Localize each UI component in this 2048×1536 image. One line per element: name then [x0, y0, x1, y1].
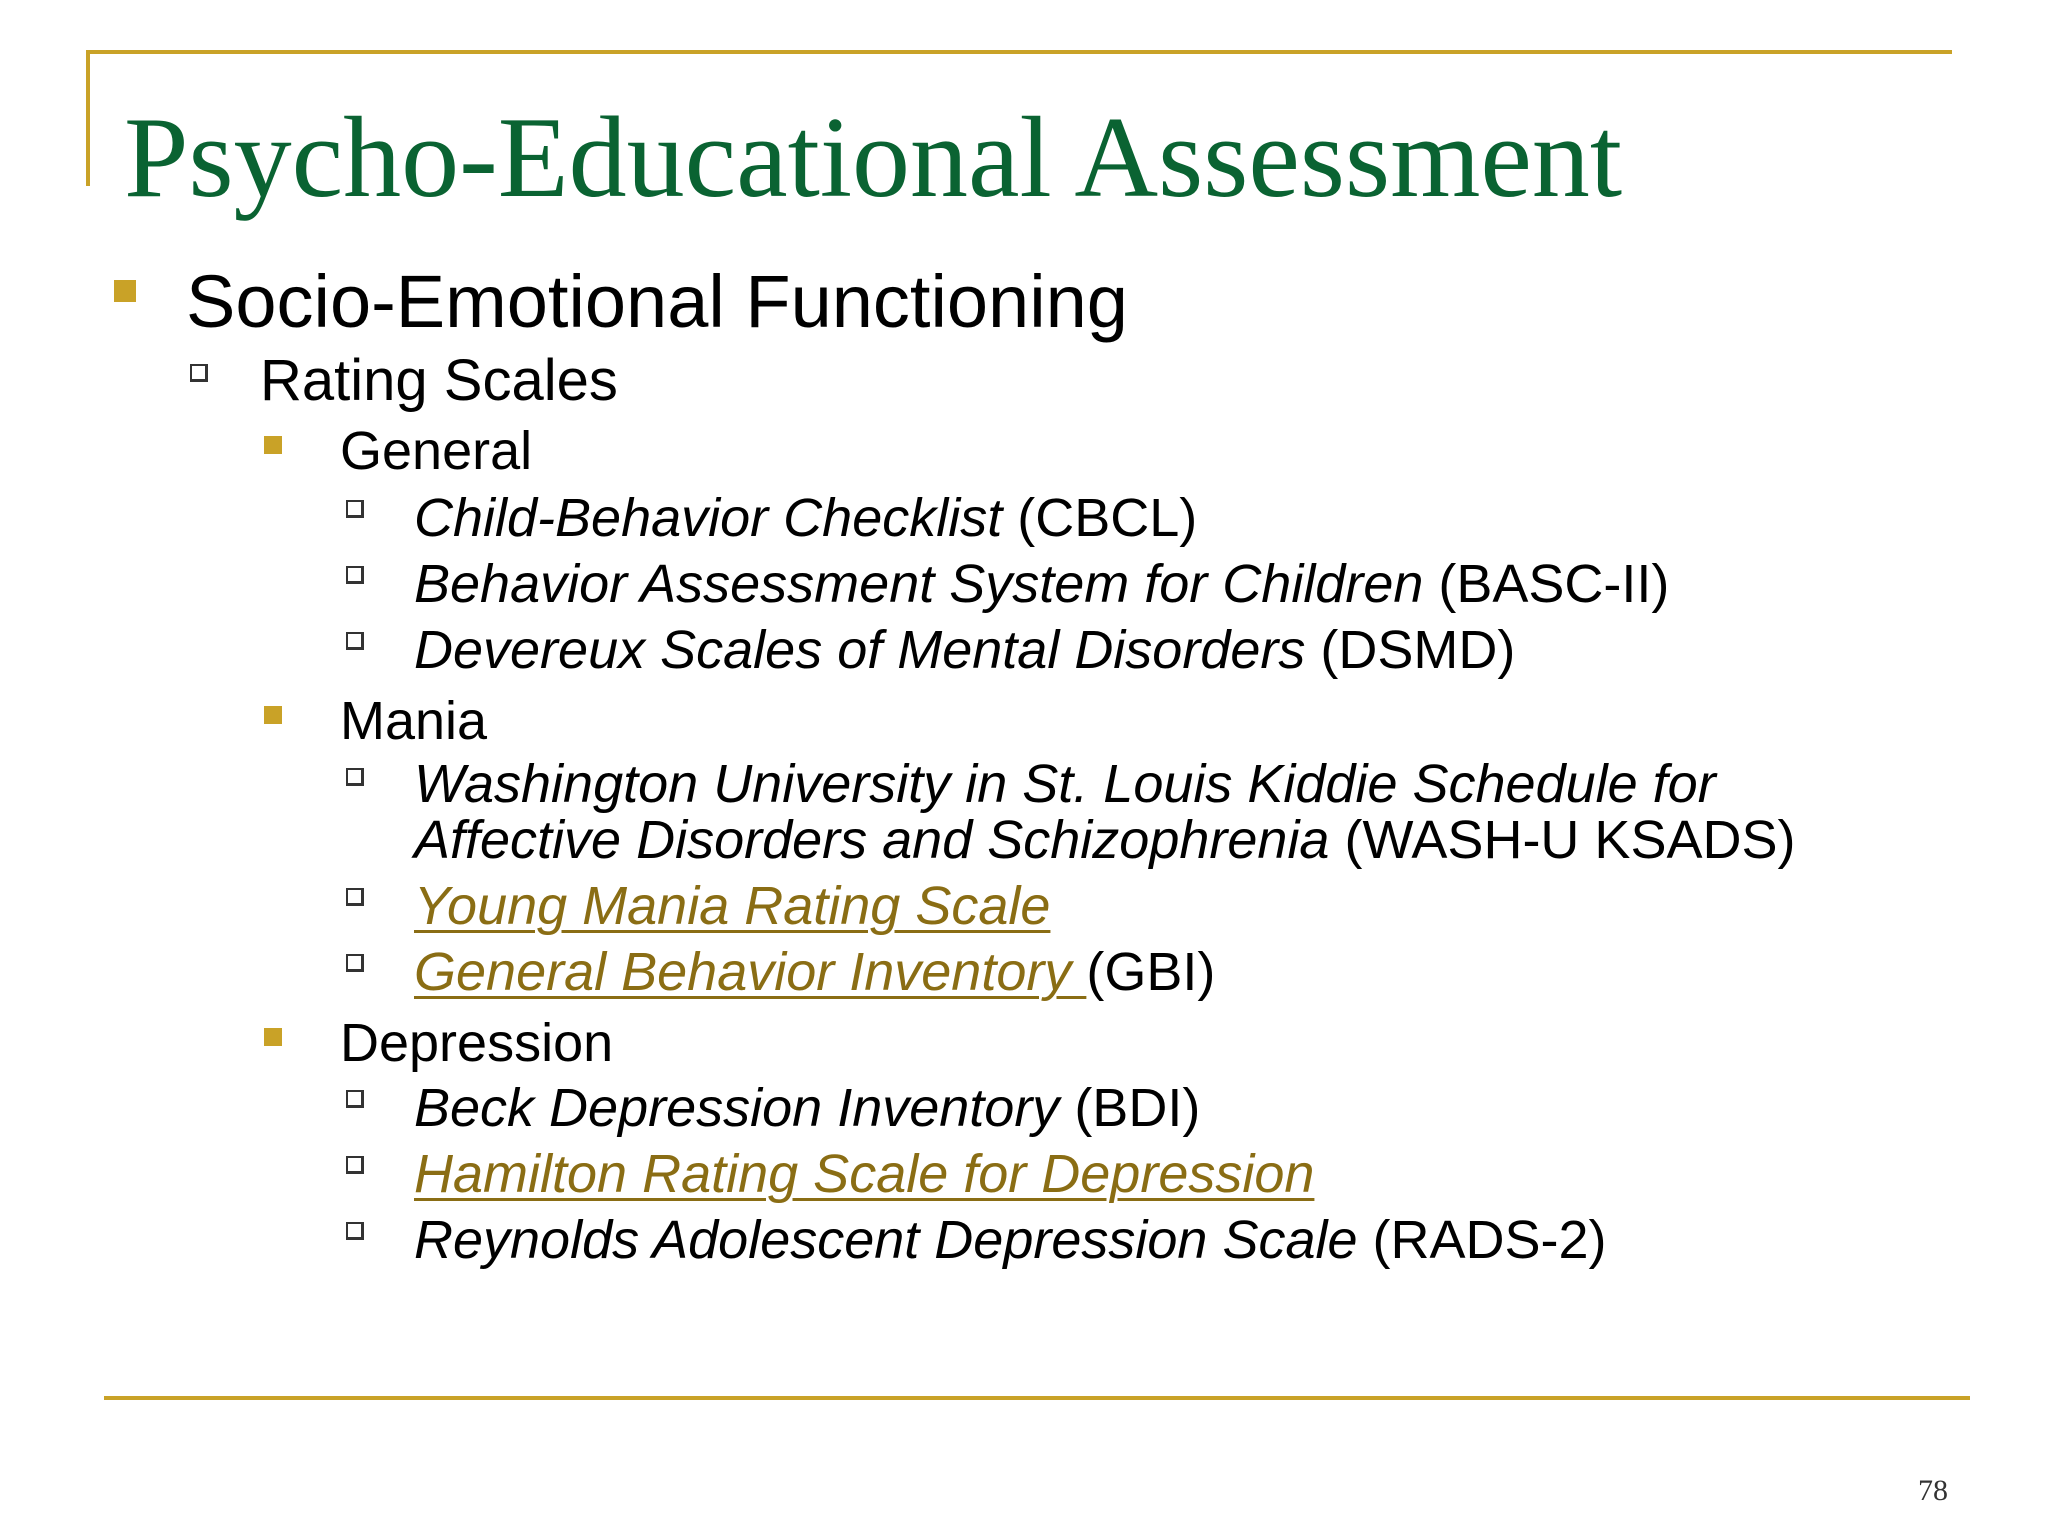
- bullet-square-icon: [264, 706, 282, 724]
- list-item: [414, 1146, 1314, 1202]
- bullet-square-icon: [114, 280, 136, 302]
- list-item: [414, 878, 1050, 934]
- bullet-box-icon: [346, 888, 364, 906]
- bullet-box-icon: [346, 632, 364, 650]
- list-item: [414, 1212, 1607, 1268]
- scale-abbr: (CBCL): [1002, 488, 1198, 548]
- bullet-square-icon: [264, 1028, 282, 1046]
- list-item: [414, 756, 1795, 868]
- bottom-rule: [104, 1396, 1970, 1400]
- bullet-box-icon: [346, 954, 364, 972]
- category-mania: Mania: [340, 691, 488, 751]
- list-item: [414, 556, 1669, 612]
- scale-abbr: (WASH-U KSADS): [1329, 810, 1796, 870]
- list-item: [414, 944, 1215, 1000]
- page-number: 78: [1918, 1474, 1948, 1507]
- scale-abbr: (DSMD): [1305, 620, 1516, 680]
- list-item: [414, 1080, 1200, 1136]
- bullet-box-icon: [190, 364, 208, 382]
- scale-name: Reynolds Adolescent Depression Scale: [414, 1210, 1358, 1270]
- list-item: [414, 490, 1197, 546]
- left-rule: [86, 50, 90, 186]
- scale-abbr: (BDI): [1059, 1078, 1201, 1138]
- bullet-box-icon: [346, 500, 364, 518]
- scale-name: Devereux Scales of Mental Disorders: [414, 620, 1306, 680]
- scale-abbr: (RADS-2): [1357, 1210, 1607, 1270]
- scale-name: Beck Depression Inventory: [414, 1078, 1060, 1138]
- slide-title: Psycho-Educational Assessment: [124, 94, 1623, 222]
- scale-name-line1: Washington University in St. Louis Kiddie Schedule for: [414, 754, 1716, 814]
- category-depression: Depression: [340, 1013, 614, 1073]
- bullet-square-icon: [264, 436, 282, 454]
- gbi-link[interactable]: General Behavior Inventory: [414, 942, 1087, 1002]
- bullet-box-icon: [346, 1222, 364, 1240]
- bullet-box-icon: [346, 1156, 364, 1174]
- bullet-box-icon: [346, 566, 364, 584]
- scale-name: Child-Behavior Checklist: [414, 488, 1003, 548]
- scale-abbr: (BASC-II): [1423, 554, 1670, 614]
- list-item: [414, 622, 1515, 678]
- section-heading: Socio-Emotional Functioning: [186, 260, 1128, 343]
- subsection-heading: Rating Scales: [260, 348, 618, 413]
- bullet-box-icon: [346, 768, 364, 786]
- bullet-box-icon: [346, 1090, 364, 1108]
- hamilton-link[interactable]: Hamilton Rating Scale for Depression: [414, 1144, 1315, 1204]
- scale-abbr: (GBI): [1086, 942, 1216, 1002]
- young-mania-link[interactable]: Young Mania Rating Scale: [414, 876, 1051, 936]
- scale-name-line2: Affective Disorders and Schizophrenia: [414, 810, 1330, 870]
- category-general: General: [340, 421, 533, 481]
- scale-name: Behavior Assessment System for Children: [414, 554, 1424, 614]
- top-rule: [86, 50, 1952, 54]
